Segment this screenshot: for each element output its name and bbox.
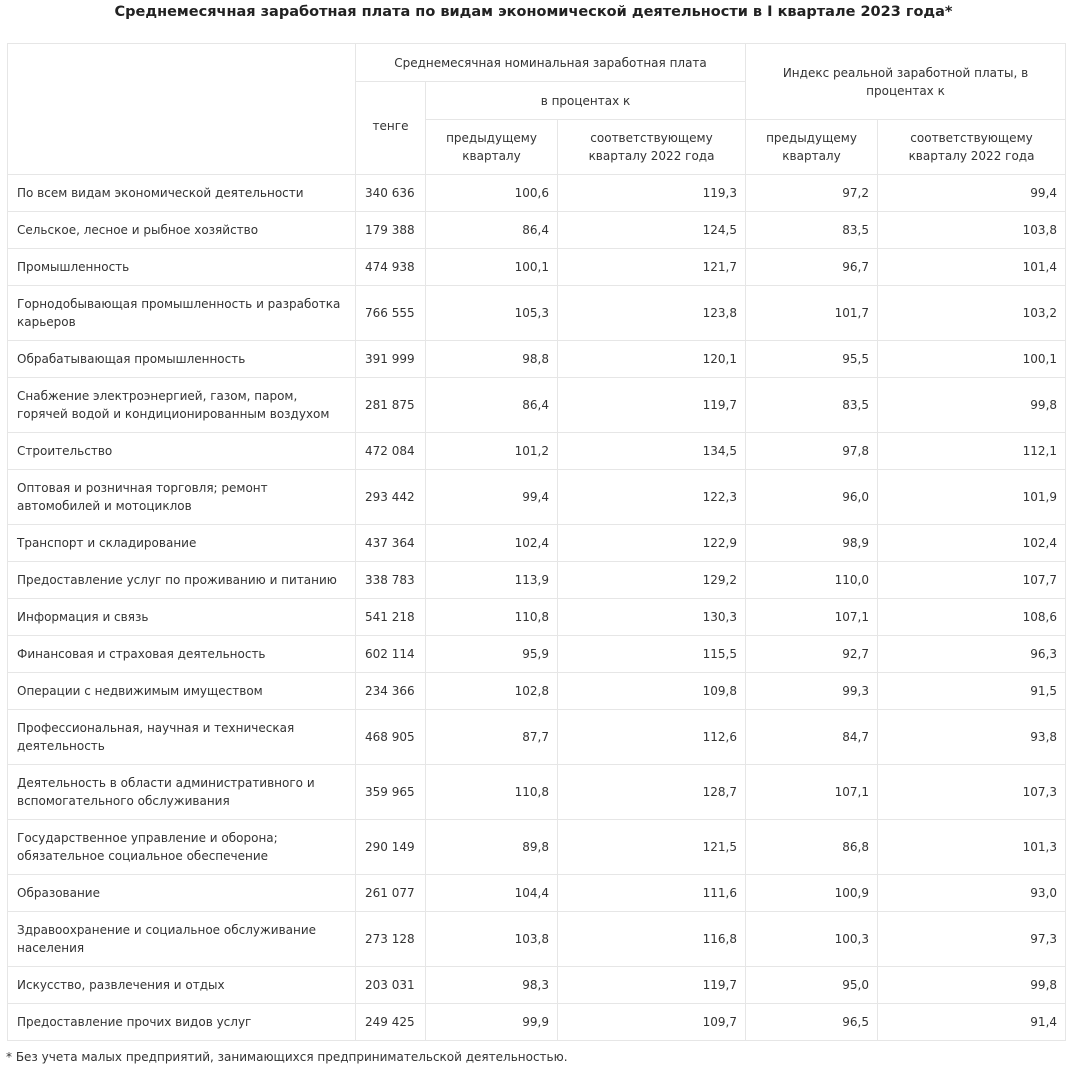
cell-prev-quarter: 101,2 <box>426 433 558 470</box>
cell-real-same-quarter-2022: 107,7 <box>878 562 1066 599</box>
cell-activity: Информация и связь <box>8 599 356 636</box>
cell-real-prev-quarter: 98,9 <box>746 525 878 562</box>
cell-wage-tenge: 338 783 <box>356 562 426 599</box>
table-row <box>8 875 1066 912</box>
cell-wage-tenge: 261 077 <box>356 875 426 912</box>
table-row <box>8 286 1066 341</box>
cell-activity: Сельское, лесное и рыбное хозяйство <box>8 212 356 249</box>
cell-real-same-quarter-2022: 99,8 <box>878 967 1066 1004</box>
cell-activity: Образование <box>8 875 356 912</box>
cell-prev-quarter: 87,7 <box>426 710 558 765</box>
cell-same-quarter-2022: 109,8 <box>558 673 746 710</box>
cell-real-prev-quarter: 96,5 <box>746 1004 878 1041</box>
cell-real-same-quarter-2022: 108,6 <box>878 599 1066 636</box>
table-row <box>8 1004 1066 1041</box>
cell-same-quarter-2022: 129,2 <box>558 562 746 599</box>
table-row <box>8 673 1066 710</box>
cell-prev-quarter: 86,4 <box>426 378 558 433</box>
table-row <box>8 175 1066 212</box>
cell-wage-tenge: 290 149 <box>356 820 426 875</box>
table-row <box>8 765 1066 820</box>
cell-activity: Здравоохранение и социальное обслуживание населения <box>8 912 356 967</box>
cell-real-same-quarter-2022: 93,0 <box>878 875 1066 912</box>
cell-same-quarter-2022: 121,5 <box>558 820 746 875</box>
cell-real-prev-quarter: 96,7 <box>746 249 878 286</box>
table-header <box>8 44 1066 175</box>
cell-same-quarter-2022: 128,7 <box>558 765 746 820</box>
cell-activity: Профессиональная, научная и техническая деятельность <box>8 710 356 765</box>
table-row <box>8 341 1066 378</box>
header-nominal-wage: Среднемесячная номинальная заработная плата <box>356 44 746 82</box>
cell-same-quarter-2022: 115,5 <box>558 636 746 673</box>
cell-same-quarter-2022: 134,5 <box>558 433 746 470</box>
cell-real-prev-quarter: 99,3 <box>746 673 878 710</box>
cell-activity: Снабжение электроэнергией, газом, паром, горячей водой и кондиционированным воздухом <box>8 378 356 433</box>
cell-same-quarter-2022: 119,7 <box>558 967 746 1004</box>
cell-prev-quarter: 100,6 <box>426 175 558 212</box>
cell-real-prev-quarter: 97,8 <box>746 433 878 470</box>
cell-real-same-quarter-2022: 99,8 <box>878 378 1066 433</box>
cell-real-prev-quarter: 96,0 <box>746 470 878 525</box>
header-prev-quarter: предыдущему кварталу <box>426 120 558 175</box>
cell-real-prev-quarter: 110,0 <box>746 562 878 599</box>
footnote: * Без учета малых предприятий, занимающихся предпринимательской деятельностью. <box>6 1050 568 1064</box>
cell-real-same-quarter-2022: 112,1 <box>878 433 1066 470</box>
cell-prev-quarter: 110,8 <box>426 599 558 636</box>
cell-wage-tenge: 602 114 <box>356 636 426 673</box>
cell-wage-tenge: 340 636 <box>356 175 426 212</box>
cell-real-same-quarter-2022: 101,3 <box>878 820 1066 875</box>
cell-wage-tenge: 293 442 <box>356 470 426 525</box>
cell-real-same-quarter-2022: 96,3 <box>878 636 1066 673</box>
cell-real-prev-quarter: 100,3 <box>746 912 878 967</box>
cell-prev-quarter: 104,4 <box>426 875 558 912</box>
cell-prev-quarter: 100,1 <box>426 249 558 286</box>
cell-real-prev-quarter: 92,7 <box>746 636 878 673</box>
cell-prev-quarter: 86,4 <box>426 212 558 249</box>
cell-activity: Оптовая и розничная торговля; ремонт автомобилей и мотоциклов <box>8 470 356 525</box>
cell-real-same-quarter-2022: 93,8 <box>878 710 1066 765</box>
cell-activity: Государственное управление и оборона; обязательное социальное обеспечение <box>8 820 356 875</box>
cell-same-quarter-2022: 120,1 <box>558 341 746 378</box>
wage-table <box>7 43 1066 1041</box>
table-row <box>8 212 1066 249</box>
header-real-wage-index: Индекс реальной заработной платы, в процентах к <box>746 44 1066 120</box>
cell-wage-tenge: 203 031 <box>356 967 426 1004</box>
cell-activity: Искусство, развлечения и отдых <box>8 967 356 1004</box>
cell-activity: По всем видам экономической деятельности <box>8 175 356 212</box>
cell-prev-quarter: 105,3 <box>426 286 558 341</box>
cell-real-same-quarter-2022: 101,9 <box>878 470 1066 525</box>
table-row <box>8 636 1066 673</box>
cell-same-quarter-2022: 119,7 <box>558 378 746 433</box>
cell-activity: Строительство <box>8 433 356 470</box>
cell-wage-tenge: 391 999 <box>356 341 426 378</box>
cell-prev-quarter: 99,9 <box>426 1004 558 1041</box>
table-row <box>8 710 1066 765</box>
cell-real-prev-quarter: 83,5 <box>746 378 878 433</box>
cell-same-quarter-2022: 119,3 <box>558 175 746 212</box>
table-row <box>8 378 1066 433</box>
cell-activity: Деятельность в области административного и вспомогательного обслуживания <box>8 765 356 820</box>
cell-real-same-quarter-2022: 103,8 <box>878 212 1066 249</box>
cell-real-same-quarter-2022: 97,3 <box>878 912 1066 967</box>
cell-prev-quarter: 98,3 <box>426 967 558 1004</box>
cell-same-quarter-2022: 122,3 <box>558 470 746 525</box>
table-row <box>8 433 1066 470</box>
table-row <box>8 967 1066 1004</box>
cell-real-prev-quarter: 95,5 <box>746 341 878 378</box>
cell-wage-tenge: 541 218 <box>356 599 426 636</box>
table-row <box>8 820 1066 875</box>
cell-activity: Промышленность <box>8 249 356 286</box>
table-row <box>8 562 1066 599</box>
cell-real-same-quarter-2022: 100,1 <box>878 341 1066 378</box>
cell-same-quarter-2022: 111,6 <box>558 875 746 912</box>
header-empty-corner <box>8 44 356 175</box>
cell-wage-tenge: 273 128 <box>356 912 426 967</box>
header-percent-group: в процентах к <box>426 82 746 120</box>
cell-activity: Транспорт и складирование <box>8 525 356 562</box>
header-tenge: тенге <box>356 82 426 175</box>
cell-prev-quarter: 113,9 <box>426 562 558 599</box>
cell-real-same-quarter-2022: 91,5 <box>878 673 1066 710</box>
cell-prev-quarter: 95,9 <box>426 636 558 673</box>
cell-real-prev-quarter: 100,9 <box>746 875 878 912</box>
cell-wage-tenge: 234 366 <box>356 673 426 710</box>
table-row <box>8 470 1066 525</box>
cell-real-prev-quarter: 83,5 <box>746 212 878 249</box>
table-row <box>8 525 1066 562</box>
cell-real-prev-quarter: 97,2 <box>746 175 878 212</box>
cell-same-quarter-2022: 121,7 <box>558 249 746 286</box>
cell-real-same-quarter-2022: 103,2 <box>878 286 1066 341</box>
cell-wage-tenge: 249 425 <box>356 1004 426 1041</box>
cell-real-prev-quarter: 107,1 <box>746 765 878 820</box>
cell-same-quarter-2022: 123,8 <box>558 286 746 341</box>
cell-wage-tenge: 474 938 <box>356 249 426 286</box>
cell-real-prev-quarter: 101,7 <box>746 286 878 341</box>
table-row <box>8 912 1066 967</box>
cell-wage-tenge: 281 875 <box>356 378 426 433</box>
cell-wage-tenge: 179 388 <box>356 212 426 249</box>
cell-activity: Операции с недвижимым имуществом <box>8 673 356 710</box>
cell-real-prev-quarter: 95,0 <box>746 967 878 1004</box>
header-real-same-quarter-2022: соответствующему кварталу 2022 года <box>878 120 1066 175</box>
cell-real-same-quarter-2022: 91,4 <box>878 1004 1066 1041</box>
cell-prev-quarter: 102,4 <box>426 525 558 562</box>
table-body <box>8 175 1066 1041</box>
cell-real-same-quarter-2022: 102,4 <box>878 525 1066 562</box>
table-row <box>8 249 1066 286</box>
cell-wage-tenge: 766 555 <box>356 286 426 341</box>
cell-prev-quarter: 99,4 <box>426 470 558 525</box>
table-row <box>8 599 1066 636</box>
cell-wage-tenge: 468 905 <box>356 710 426 765</box>
cell-wage-tenge: 359 965 <box>356 765 426 820</box>
cell-same-quarter-2022: 112,6 <box>558 710 746 765</box>
header-real-prev-quarter: предыдущему кварталу <box>746 120 878 175</box>
cell-prev-quarter: 89,8 <box>426 820 558 875</box>
cell-activity: Горнодобывающая промышленность и разработка карьеров <box>8 286 356 341</box>
cell-wage-tenge: 437 364 <box>356 525 426 562</box>
page-title: Среднемесячная заработная плата по видам экономической деятельности в I квартале 2023 года* <box>114 4 953 20</box>
cell-prev-quarter: 110,8 <box>426 765 558 820</box>
cell-prev-quarter: 102,8 <box>426 673 558 710</box>
cell-real-prev-quarter: 86,8 <box>746 820 878 875</box>
cell-prev-quarter: 103,8 <box>426 912 558 967</box>
cell-real-prev-quarter: 107,1 <box>746 599 878 636</box>
cell-activity: Финансовая и страховая деятельность <box>8 636 356 673</box>
cell-activity: Обрабатывающая промышленность <box>8 341 356 378</box>
cell-same-quarter-2022: 116,8 <box>558 912 746 967</box>
cell-real-same-quarter-2022: 101,4 <box>878 249 1066 286</box>
cell-same-quarter-2022: 130,3 <box>558 599 746 636</box>
cell-real-same-quarter-2022: 107,3 <box>878 765 1066 820</box>
cell-same-quarter-2022: 109,7 <box>558 1004 746 1041</box>
cell-real-prev-quarter: 84,7 <box>746 710 878 765</box>
header-same-quarter-2022: соответствующему кварталу 2022 года <box>558 120 746 175</box>
cell-prev-quarter: 98,8 <box>426 341 558 378</box>
cell-real-same-quarter-2022: 99,4 <box>878 175 1066 212</box>
cell-activity: Предоставление прочих видов услуг <box>8 1004 356 1041</box>
cell-same-quarter-2022: 124,5 <box>558 212 746 249</box>
cell-wage-tenge: 472 084 <box>356 433 426 470</box>
cell-activity: Предоставление услуг по проживанию и питанию <box>8 562 356 599</box>
cell-same-quarter-2022: 122,9 <box>558 525 746 562</box>
